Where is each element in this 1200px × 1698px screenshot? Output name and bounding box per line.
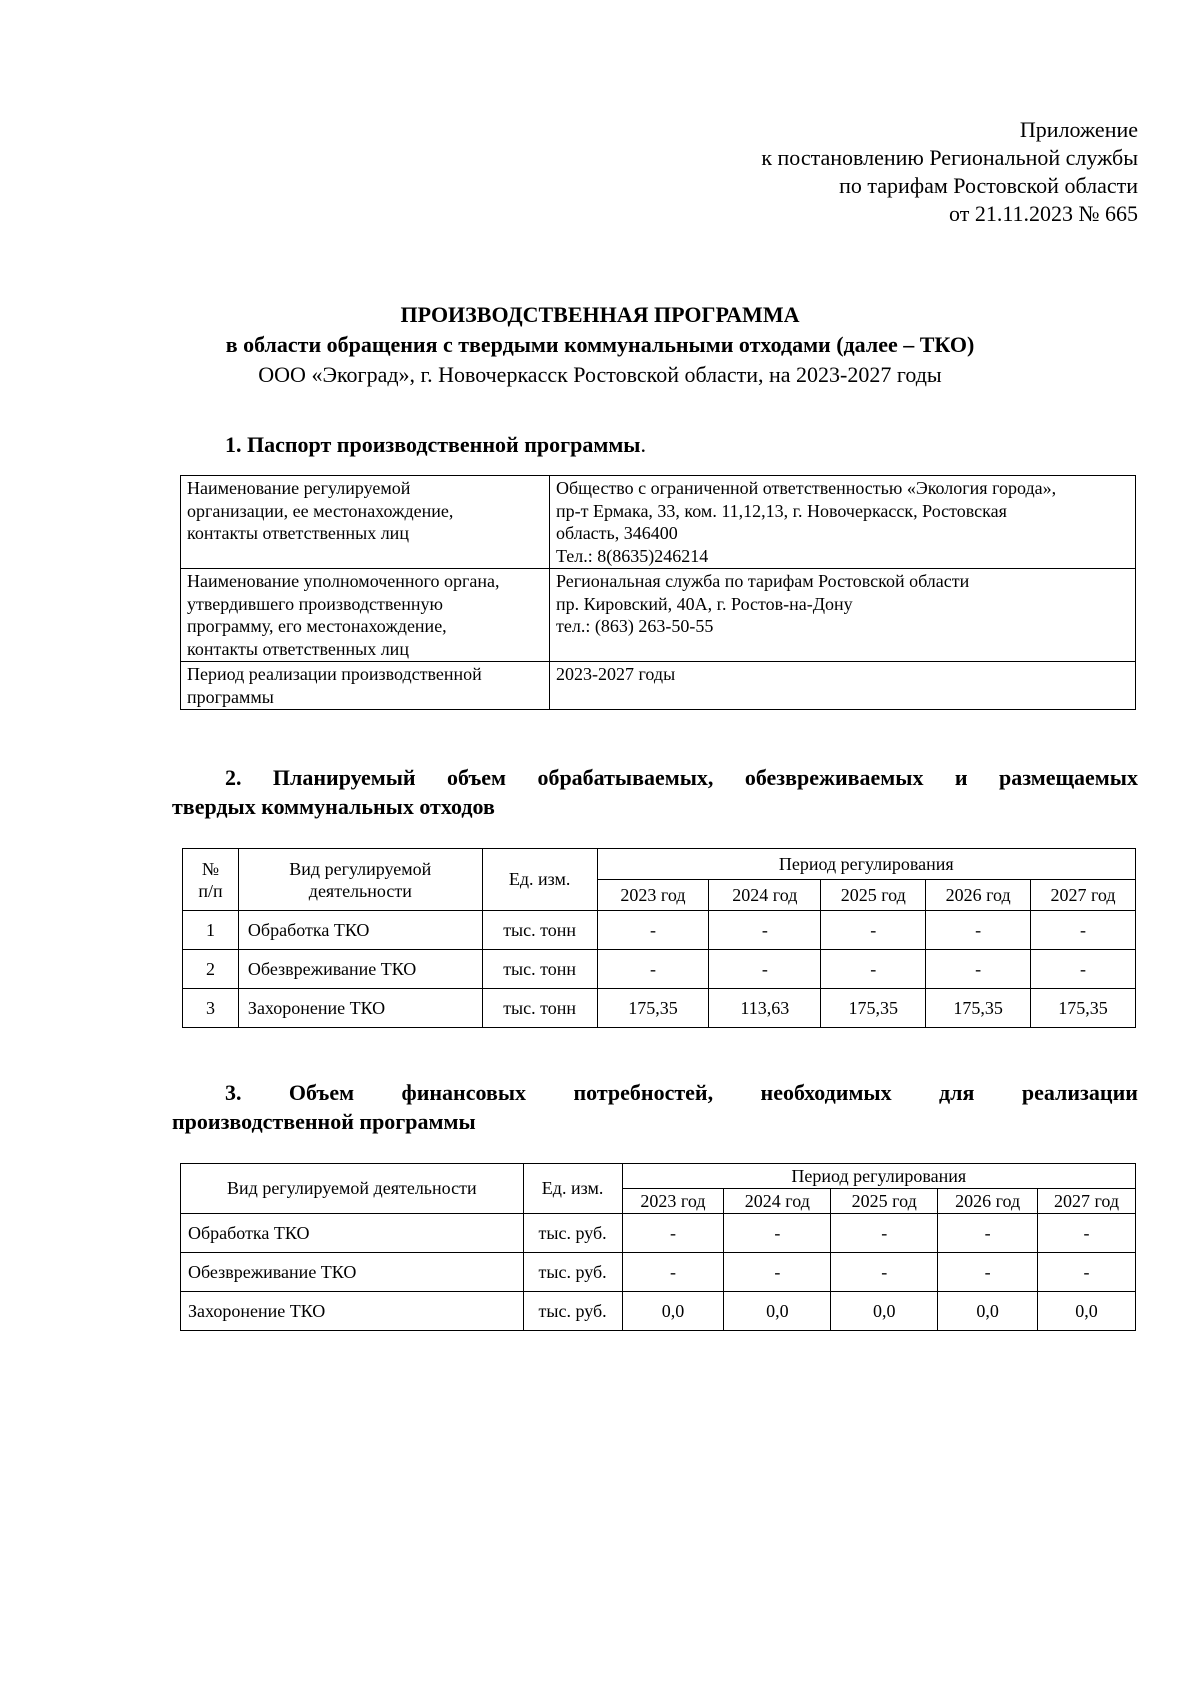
header-activity: Вид регулируемой деятельности [181, 1164, 524, 1214]
cell-activity: Обработка ТКО [238, 911, 482, 950]
appendix-line: к постановлению Региональной службы [761, 145, 1138, 170]
heading-word: для [939, 1080, 975, 1105]
cell-value: 0,0 [1038, 1292, 1136, 1331]
cell-unit: тыс. руб. [523, 1214, 622, 1253]
cell-line: пр-т Ермака, 33, ком. 11,12,13, г. Новочеркасск, Ростовская [556, 500, 1007, 521]
header-unit: Ед. изм. [482, 849, 597, 911]
header-year: 2024 год [724, 1189, 831, 1214]
heading-line: твердых коммунальных отходов [172, 794, 495, 819]
table-row [181, 476, 1136, 569]
appendix-block [761, 116, 1138, 228]
table-row [181, 569, 1136, 662]
cell-value: 0,0 [622, 1292, 724, 1331]
cell-value: - [724, 1214, 831, 1253]
cell-value: - [1031, 911, 1136, 950]
cell-line: область, 346400 [556, 523, 678, 543]
heading-word: реализации [1021, 1080, 1138, 1105]
cell-value: - [597, 950, 709, 989]
cell-value: 175,35 [597, 989, 709, 1028]
title-line: ПРОИЗВОДСТВЕННАЯ ПРОГРАММА [400, 302, 800, 327]
heading-word: Планируемый [272, 765, 416, 790]
cell-value: 113,63 [709, 989, 821, 1028]
table-row [181, 662, 1136, 710]
cell-value: - [926, 911, 1031, 950]
header-year: 2027 год [1038, 1189, 1136, 1214]
title-line: в области обращения с твердыми коммунальными отходами (далее – ТКО) [225, 332, 975, 357]
section1-heading [225, 430, 646, 459]
header-period: Период регулирования [622, 1164, 1135, 1189]
cell-line: пр. Кировский, 40А, г. Ростов-на-Дону [556, 593, 853, 614]
cell-activity: Обезвреживание ТКО [181, 1253, 524, 1292]
cell-value: - [831, 1253, 938, 1292]
cell-num: 3 [183, 989, 239, 1028]
cell-line: программу, его местонахождение, [187, 616, 447, 636]
cell-value: - [1038, 1253, 1136, 1292]
cell-line: утвердившего производственную [187, 593, 443, 614]
header-line: деятельности [308, 880, 412, 901]
passport-value-cell [550, 569, 1136, 662]
header-year: 2026 год [938, 1189, 1038, 1214]
heading-line [172, 1078, 1138, 1107]
header-year: 2025 год [831, 1189, 938, 1214]
header-year: 2023 год [597, 880, 709, 911]
cell-line: Тел.: 8(8635)246214 [556, 545, 709, 566]
heading-line [172, 763, 1138, 792]
cell-line: Период реализации производственной [187, 664, 482, 684]
cell-value: - [938, 1214, 1038, 1253]
cell-num: 2 [183, 950, 239, 989]
header-year: 2023 год [622, 1189, 724, 1214]
header-line: Вид регулируемой [289, 858, 432, 879]
cell-value: 175,35 [1031, 989, 1136, 1028]
title-line: ООО «Экоград», г. Новочеркасск Ростовской области, на 2023-2027 годы [258, 362, 942, 387]
passport-table [180, 475, 1136, 710]
cell-value: - [709, 950, 821, 989]
document-title [0, 300, 1200, 390]
cell-value: - [831, 1214, 938, 1253]
table-row [181, 1253, 1136, 1292]
heading-word: 2. [225, 765, 242, 790]
header-year: 2027 год [1031, 880, 1136, 911]
header-year: 2026 год [926, 880, 1031, 911]
passport-label-cell [181, 476, 550, 569]
cell-value: - [724, 1253, 831, 1292]
cell-value: - [1038, 1214, 1136, 1253]
finance-table [180, 1163, 1136, 1331]
table-row [183, 911, 1136, 950]
section1-heading-text: 1. Паспорт производственной программы [225, 432, 641, 457]
cell-num: 1 [183, 911, 239, 950]
cell-activity: Захоронение ТКО [181, 1292, 524, 1331]
cell-value: 175,35 [926, 989, 1031, 1028]
table-row [183, 950, 1136, 989]
header-activity [238, 849, 482, 911]
cell-unit: тыс. руб. [523, 1253, 622, 1292]
cell-value: - [938, 1253, 1038, 1292]
cell-line: Региональная служба по тарифам Ростовской области [556, 571, 970, 591]
cell-value: - [597, 911, 709, 950]
passport-label-cell [181, 662, 550, 710]
heading-line: производственной программы [172, 1109, 476, 1134]
header-unit: Ед. изм. [523, 1164, 622, 1214]
cell-value: - [926, 950, 1031, 989]
cell-activity: Обработка ТКО [181, 1214, 524, 1253]
table-header-row [181, 1164, 1136, 1189]
cell-line: Общество с ограниченной ответственностью «Экология города», [556, 478, 1057, 498]
cell-value: - [821, 950, 926, 989]
table-row [181, 1214, 1136, 1253]
heading-word: обрабатываемых, [537, 765, 714, 790]
table-row [181, 1292, 1136, 1331]
cell-line: контакты ответственных лиц [187, 638, 409, 659]
cell-line: тел.: (863) 263-50-55 [556, 616, 714, 636]
heading-word: и [954, 765, 968, 790]
cell-value: - [622, 1253, 724, 1292]
header-period: Период регулирования [597, 849, 1135, 880]
cell-value: 0,0 [938, 1292, 1038, 1331]
cell-line: контакты ответственных лиц [187, 523, 409, 543]
cell-value: 0,0 [724, 1292, 831, 1331]
cell-value: 0,0 [831, 1292, 938, 1331]
cell-unit: тыс. тонн [482, 989, 597, 1028]
cell-unit: тыс. тонн [482, 950, 597, 989]
cell-value: - [821, 911, 926, 950]
cell-line: организации, ее местонахождение, [187, 500, 454, 521]
header-num [183, 849, 239, 911]
cell-unit: тыс. руб. [523, 1292, 622, 1331]
header-year: 2024 год [709, 880, 821, 911]
passport-value-cell [550, 662, 1136, 710]
heading-word: размещаемых [998, 765, 1138, 790]
cell-line: Наименование регулируемой [187, 478, 411, 498]
heading-word: финансовых [401, 1080, 527, 1105]
cell-value: 175,35 [821, 989, 926, 1028]
appendix-line: по тарифам Ростовской области [839, 173, 1138, 198]
table-header-row [183, 849, 1136, 880]
cell-line: программы [187, 686, 274, 707]
passport-value-cell [550, 476, 1136, 569]
cell-line: 2023-2027 годы [556, 664, 676, 684]
passport-label-cell [181, 569, 550, 662]
section1-heading-dot: . [640, 432, 646, 457]
heading-word: объем [447, 765, 507, 790]
section2-heading [172, 763, 1138, 821]
heading-word: 3. [225, 1080, 242, 1105]
table-row [183, 989, 1136, 1028]
cell-value: - [622, 1214, 724, 1253]
header-line: № [201, 858, 220, 879]
cell-activity: Обезвреживание ТКО [238, 950, 482, 989]
heading-word: необходимых [760, 1080, 892, 1105]
heading-word: Объем [288, 1080, 355, 1105]
cell-unit: тыс. тонн [482, 911, 597, 950]
section3-heading [172, 1078, 1138, 1136]
appendix-line: от 21.11.2023 № 665 [949, 201, 1138, 226]
cell-value: - [1031, 950, 1136, 989]
appendix-line: Приложение [1019, 117, 1138, 142]
cell-line: Наименование уполномоченного органа, [187, 571, 500, 591]
heading-word: обезвреживаемых [744, 765, 924, 790]
header-line: п/п [198, 880, 223, 901]
volume-table [182, 848, 1136, 1028]
header-year: 2025 год [821, 880, 926, 911]
cell-activity: Захоронение ТКО [238, 989, 482, 1028]
cell-value: - [709, 911, 821, 950]
heading-word: потребностей, [573, 1080, 714, 1105]
